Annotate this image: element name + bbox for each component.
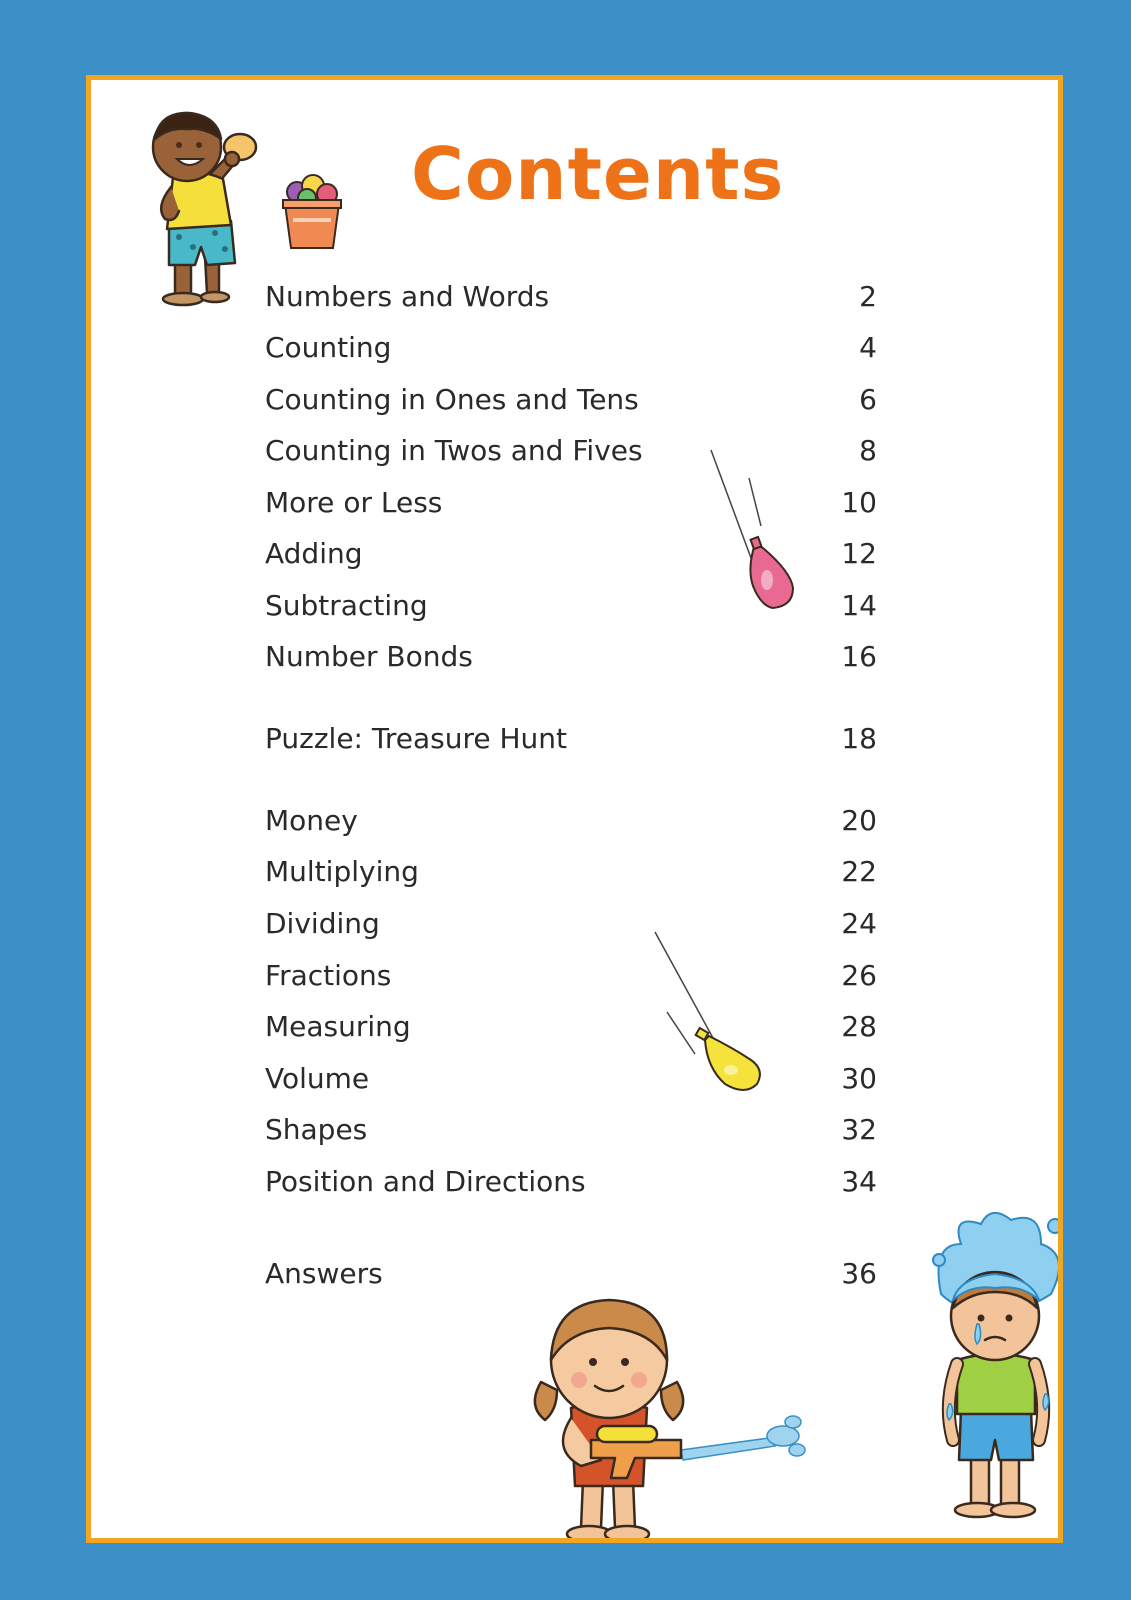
page-title: Contents [411, 132, 785, 216]
toc-entry-page: 16 [841, 640, 877, 673]
toc-entry-page: 22 [841, 855, 877, 888]
contents-page [86, 75, 1063, 1543]
toc-entry-page: 34 [841, 1165, 877, 1198]
toc-entry[interactable] [265, 954, 877, 998]
toc-entry-label: Numbers and Words [265, 280, 550, 313]
toc-entry[interactable] [265, 1108, 877, 1152]
toc-entry-label: Puzzle: Treasure Hunt [265, 722, 568, 755]
toc-entry-page: 32 [841, 1113, 877, 1146]
toc-entry-label: Number Bonds [265, 640, 473, 673]
toc-entry-page: 30 [841, 1062, 877, 1095]
toc-entry-label: Dividing [265, 907, 380, 940]
toc-entry-label: Shapes [265, 1113, 368, 1146]
toc-entry-label: Multiplying [265, 855, 419, 888]
splashed-boy-illustration [931, 1204, 1063, 1538]
toc-entry[interactable] [265, 717, 877, 761]
toc-entry-page: 36 [841, 1257, 877, 1290]
toc-entry-label: Counting [265, 331, 392, 364]
toc-entry-page: 14 [841, 589, 877, 622]
toc-entry-label: Position and Directions [265, 1165, 586, 1198]
toc-entry-label: Answers [265, 1257, 383, 1290]
toc-entry-page: 4 [859, 331, 877, 364]
toc-entry-page: 8 [859, 434, 877, 467]
toc-entry-page: 10 [841, 486, 877, 519]
toc-entry[interactable] [265, 902, 877, 946]
boy-throwing-balloon-illustration [135, 107, 265, 307]
toc-entry[interactable] [265, 1005, 877, 1049]
toc-entry-label: Volume [265, 1062, 370, 1095]
toc-entry-label: Counting in Ones and Tens [265, 383, 639, 416]
toc-entry-page: 20 [841, 804, 877, 837]
toc-entry-page: 6 [859, 383, 877, 416]
toc-entry[interactable] [265, 1057, 877, 1101]
toc-entry-page: 26 [841, 959, 877, 992]
toc-entry-label: Adding [265, 537, 363, 570]
toc-entry-page: 18 [841, 722, 877, 755]
toc-entry-page: 24 [841, 907, 877, 940]
toc-entry[interactable] [265, 326, 877, 370]
toc-entry[interactable] [265, 275, 877, 319]
toc-entry[interactable] [265, 378, 877, 422]
toc-entry-label: Money [265, 804, 358, 837]
toc-entry[interactable] [265, 850, 877, 894]
toc-entry-label: Counting in Twos and Fives [265, 434, 643, 467]
toc-entry-label: Measuring [265, 1010, 411, 1043]
girl-with-water-gun-illustration [531, 1290, 821, 1543]
toc-entry-label: Fractions [265, 959, 392, 992]
toc-entry-page: 12 [841, 537, 877, 570]
toc-entry[interactable] [265, 635, 877, 679]
toc-entry[interactable] [265, 1160, 877, 1204]
balloon-bucket-illustration [279, 170, 345, 252]
toc-entry-page: 28 [841, 1010, 877, 1043]
toc-entry[interactable] [265, 799, 877, 843]
toc-entry-page: 2 [859, 280, 877, 313]
yellow-water-balloon-illustration [653, 930, 773, 1120]
toc-entry-label: More or Less [265, 486, 443, 519]
pink-water-balloon-illustration [709, 448, 809, 628]
toc-entry-label: Subtracting [265, 589, 428, 622]
